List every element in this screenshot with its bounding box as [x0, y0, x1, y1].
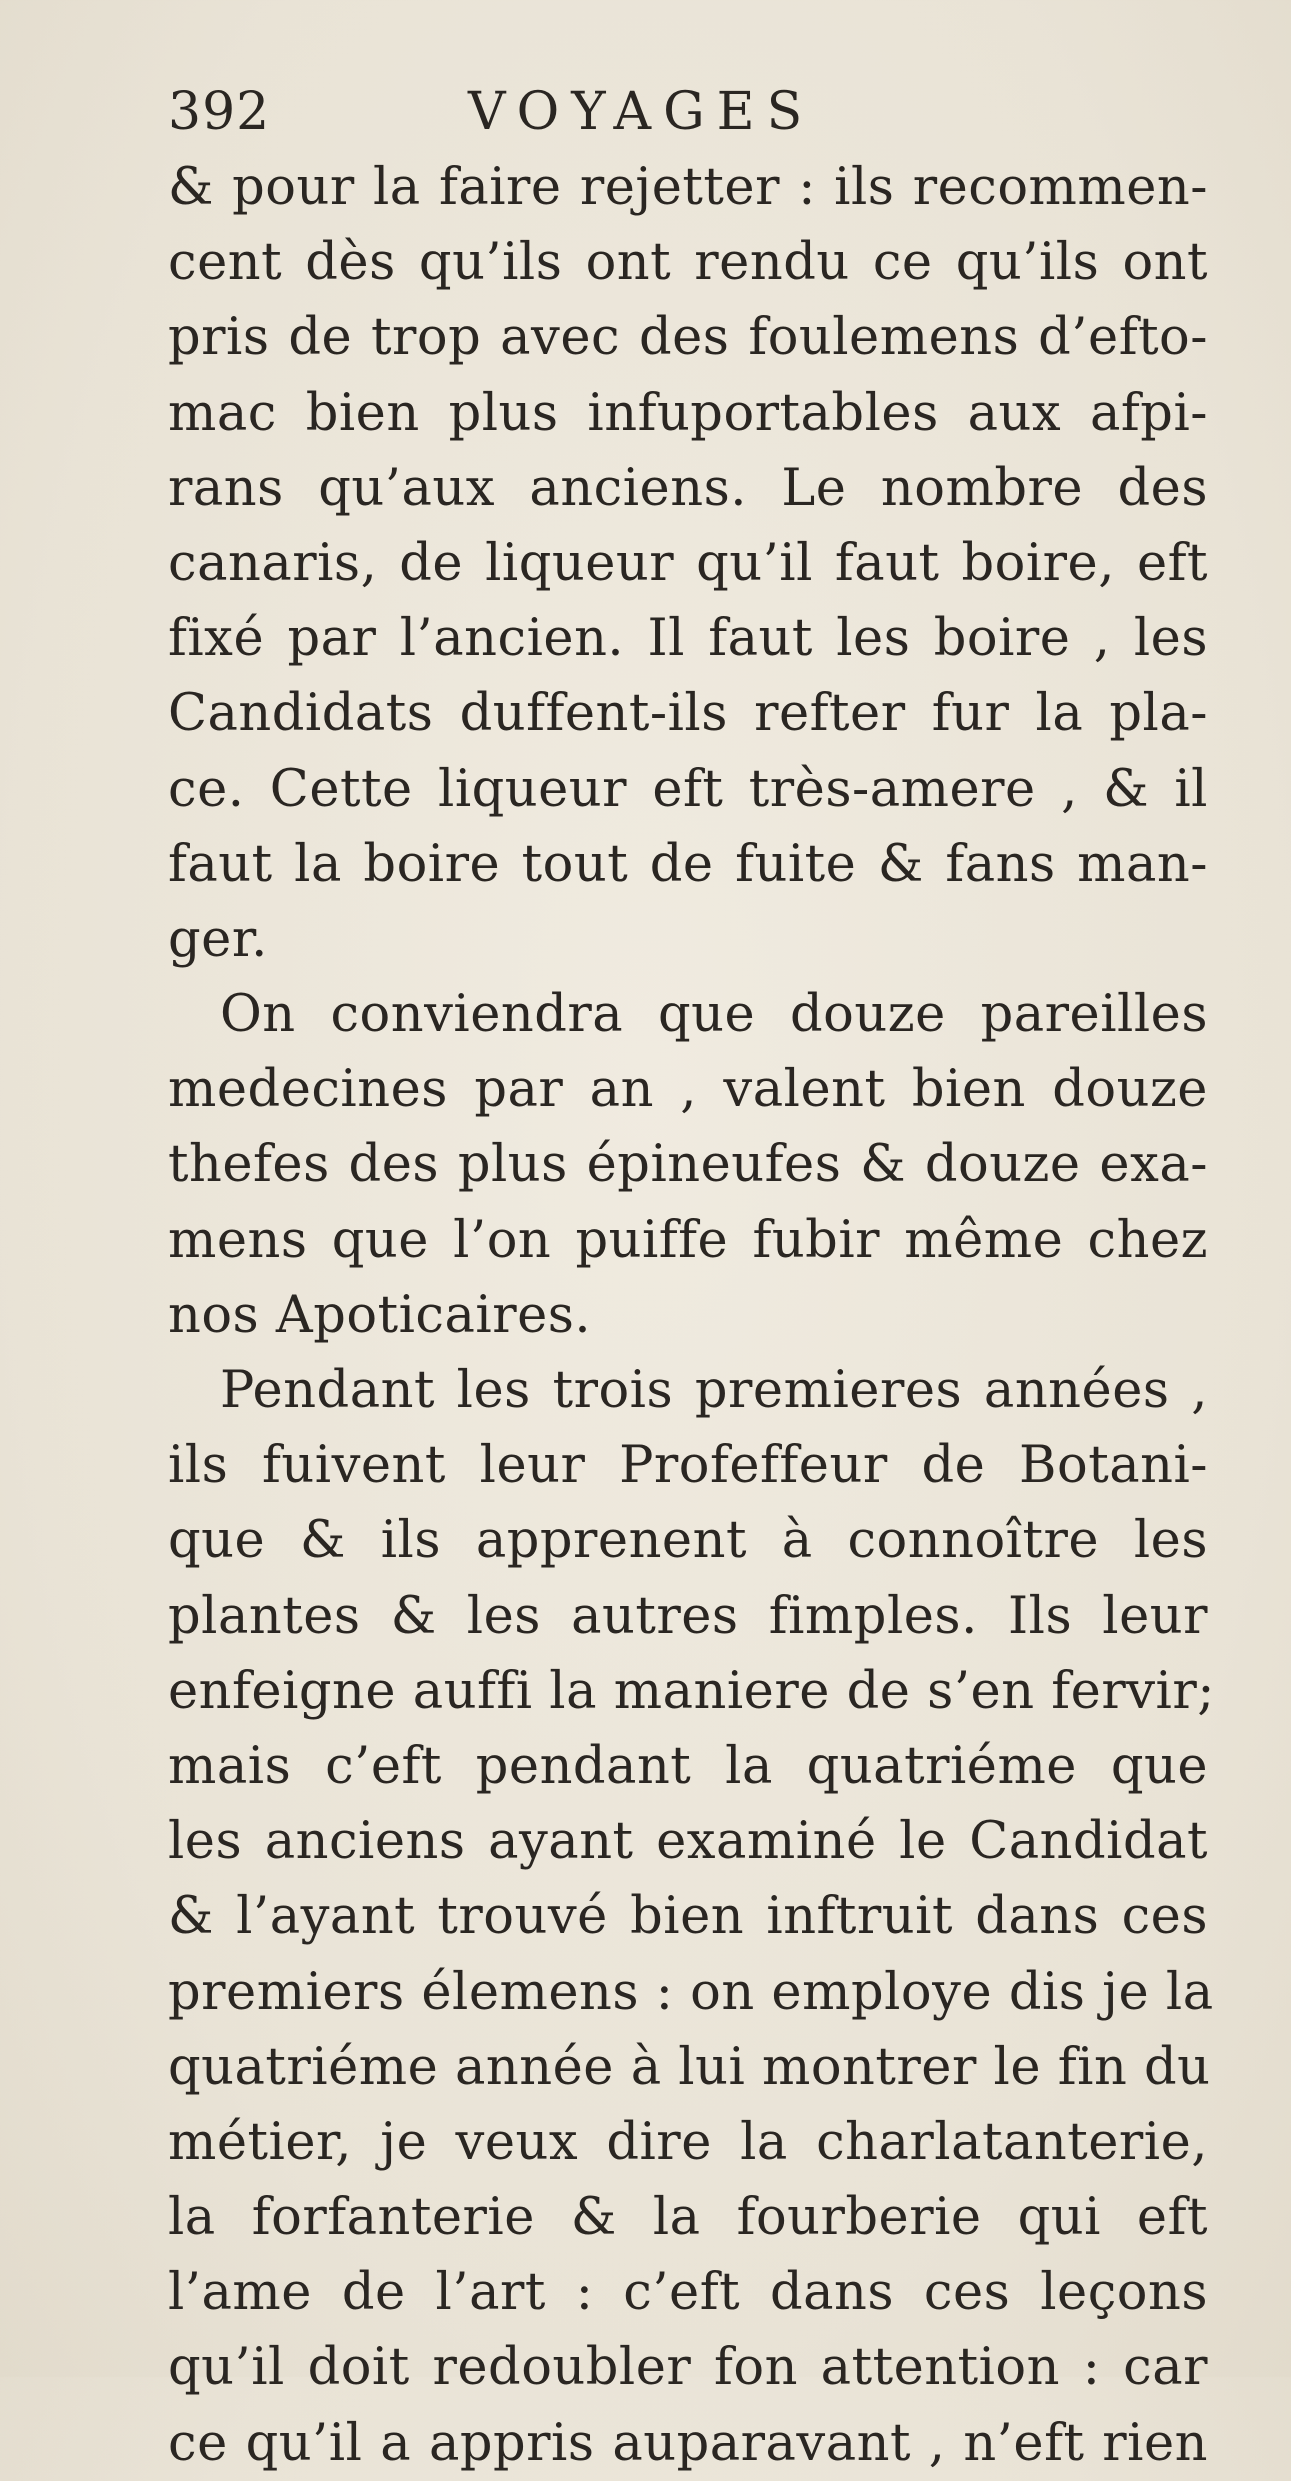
text-line: rans qu’aux anciens. Le nombre des: [168, 458, 1208, 518]
text-line: ger.: [168, 909, 268, 969]
text-line: Candidats duffent-ils refter fur la pla-: [168, 684, 1208, 744]
text-line: l’ame de l’art : c’eft dans ces leçons: [168, 2263, 1208, 2323]
text-line: On conviendra que douze pareilles: [220, 985, 1208, 1045]
text-line: la forfanterie & la fourberie qui eft: [168, 2188, 1208, 2248]
text-line: ce qu’il a appris auparavant , n’eft rien: [168, 2413, 1208, 2473]
running-head: [168, 72, 1198, 152]
text-line: faut la boire tout de fuite & fans man-: [168, 834, 1208, 894]
text-line: ce. Cette liqueur eft très-amere , & il: [168, 759, 1208, 819]
text-line: qu’il doit redoubler fon attention : car: [168, 2338, 1208, 2398]
text-line: canaris, de liqueur qu’il faut boire, eft: [168, 533, 1208, 593]
text-line: medecines par an , valent bien douze: [168, 1060, 1208, 1120]
text-line: & l’ayant trouvé bien inftruit dans ces: [168, 1887, 1208, 1947]
text-line: mais c’eft pendant la quatriéme que: [168, 1736, 1208, 1796]
text-line: les anciens ayant examiné le Candidat: [168, 1812, 1208, 1872]
text-line: nos Apoticaires.: [168, 1285, 592, 1345]
text-line: mac bien plus infuportables aux afpi-: [168, 383, 1208, 443]
text-line: plantes & les autres fimples. Ils leur: [168, 1586, 1208, 1646]
text-line: cent dès qu’ils ont rendu ce qu’ils ont: [168, 233, 1208, 293]
text-line: métier, je veux dire la charlatanterie,: [168, 2112, 1208, 2172]
text-line: pris de trop avec des foulemens d’efto-: [168, 308, 1208, 368]
running-title: VOYAGES: [468, 82, 815, 142]
text-line: Pendant les trois premieres années ,: [220, 1361, 1208, 1420]
text-line: que & ils apprenent à connoître les: [168, 1511, 1208, 1571]
text-line: fixé par l’ancien. Il faut les boire , les: [168, 609, 1208, 669]
text-line: quatriéme année à lui montrer le fin du: [168, 2037, 1211, 2097]
text-line: enfeigne auffi la maniere de s’en fervir;: [168, 1661, 1215, 1721]
text-line: premiers élemens : on employe dis je la: [168, 1962, 1214, 2022]
text-line: ils fuivent leur Profeffeur de Botani-: [168, 1436, 1208, 1496]
body-text: [168, 150, 1215, 2481]
text-line: mens que l’on puiffe fubir même chez: [168, 1210, 1208, 1270]
page-number: 392: [168, 82, 271, 142]
text-line: thefes des plus épineufes & douze exa-: [168, 1135, 1208, 1195]
text-line: & pour la faire rejetter : ils recommen-: [168, 158, 1208, 217]
